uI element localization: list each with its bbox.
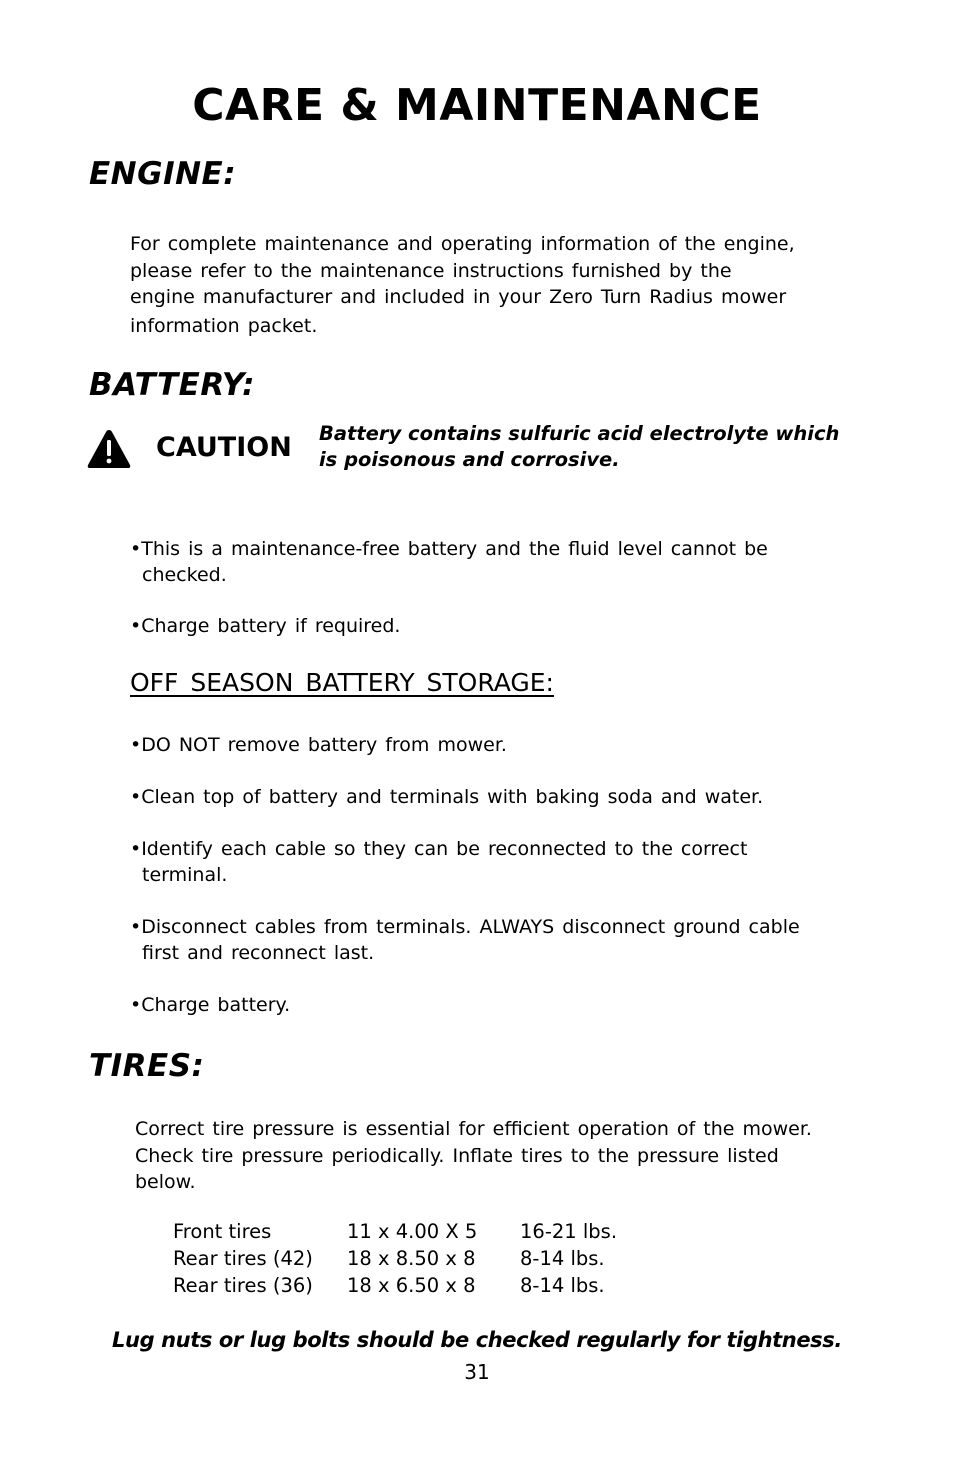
caution-line: Battery contains sulfuric acid electrolyte which [319, 422, 840, 445]
tires-paragraph [135, 1116, 812, 1196]
tire-name: Rear tires (42) [173, 1247, 313, 1270]
list-item [130, 536, 768, 588]
page-number: 31 [464, 1360, 490, 1384]
caution-line: is poisonous and corrosive. [319, 448, 620, 471]
engine-heading: ENGINE: [89, 156, 237, 192]
bullet-text: •Identify each cable so they can be reconnected to the correct [130, 838, 748, 860]
tires-heading: TIRES: [89, 1048, 205, 1084]
tire-pressure: 8-14 lbs. [520, 1247, 605, 1270]
list-item [130, 836, 747, 888]
tires-line: below. [135, 1171, 196, 1193]
tire-name: Rear tires (36) [173, 1274, 313, 1297]
bullet-text: •Charge battery. [130, 994, 291, 1016]
tire-pressure: 16-21 lbs. [520, 1220, 618, 1243]
bullet-text: •Disconnect cables from terminals. ALWAYS disconnect ground cable [130, 916, 800, 938]
table-row [173, 1218, 640, 1245]
engine-paragraph [130, 231, 795, 339]
battery-heading: BATTERY: [89, 367, 256, 403]
bullet-continuation: terminal. [142, 864, 228, 886]
table-row [173, 1245, 640, 1272]
tire-size: 18 x 8.50 x 8 [347, 1247, 476, 1270]
bullet-text: •Clean top of battery and terminals with baking soda and water. [130, 786, 764, 808]
tires-line: Correct tire pressure is essential for efficient operation of the mower. [135, 1118, 812, 1140]
list-item [130, 613, 400, 639]
storage-subheading: OFF SEASON BATTERY STORAGE: [130, 668, 554, 697]
engine-line: engine manufacturer and included in your Zero Turn Radius mower [130, 286, 787, 308]
tire-pressure-table [173, 1218, 640, 1299]
tires-line: Check tire pressure periodically. Inflate tires to the pressure listed [135, 1144, 779, 1167]
list-item [130, 732, 507, 758]
tire-size: 11 x 4.00 X 5 [347, 1220, 478, 1243]
bullet-continuation: checked. [142, 564, 227, 586]
warning-triangle-icon [86, 428, 132, 470]
bullet-text: •Charge battery if required. [130, 615, 401, 637]
engine-line: please refer to the maintenance instructions furnished by the [130, 259, 732, 282]
bullet-text: •This is a maintenance-free battery and the fluid level cannot be [130, 538, 768, 560]
bullet-continuation: first and reconnect last. [142, 942, 375, 964]
lug-nut-note: Lug nuts or lug bolts should be checked regularly for tightness. [112, 1328, 842, 1352]
list-item [130, 784, 763, 810]
tire-size: 18 x 6.50 x 8 [347, 1274, 476, 1297]
caution-label: CAUTION [156, 432, 292, 463]
tire-name: Front tires [173, 1220, 272, 1243]
engine-line: For complete maintenance and operating information of the engine, [130, 233, 795, 255]
page-title: CARE & MAINTENANCE [192, 80, 762, 131]
table-row [173, 1272, 640, 1299]
tire-pressure: 8-14 lbs. [520, 1274, 605, 1297]
list-item [130, 914, 800, 966]
caution-message [319, 421, 839, 473]
list-item [130, 992, 290, 1018]
bullet-text: •DO NOT remove battery from mower. [130, 734, 507, 756]
engine-line: information packet. [130, 314, 318, 337]
